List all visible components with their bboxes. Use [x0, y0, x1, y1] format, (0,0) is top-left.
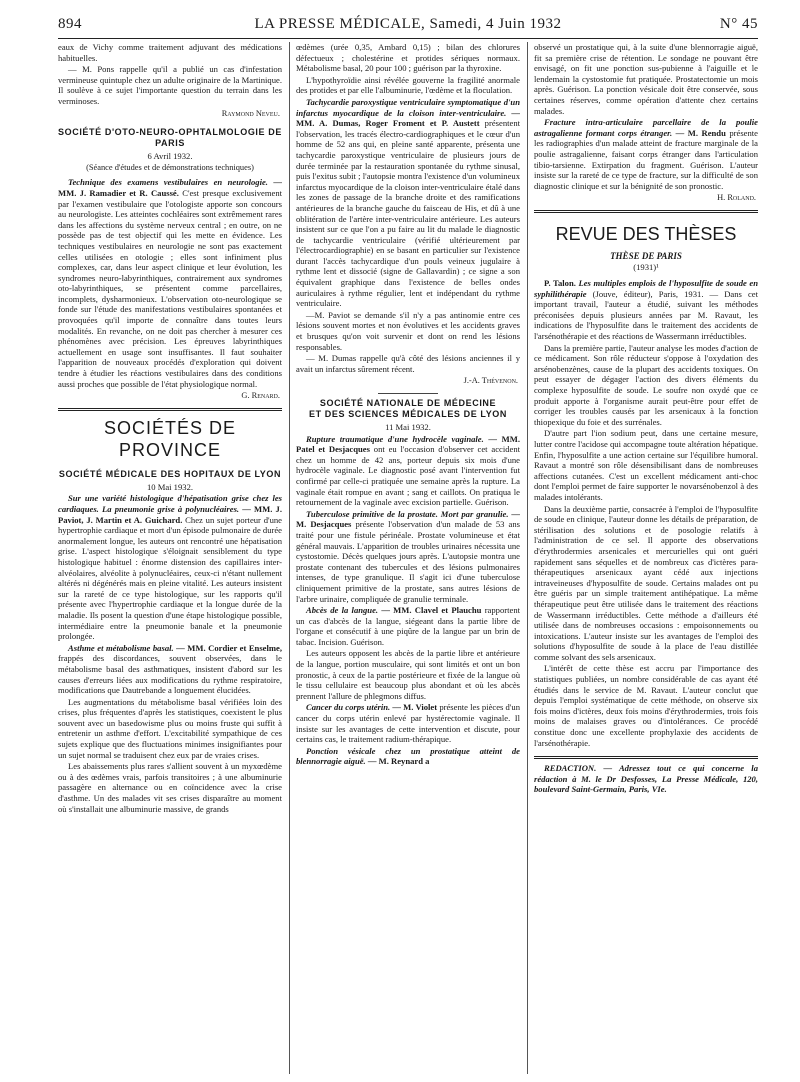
page-header	[58, 14, 758, 39]
article-authors: — M. Rendu	[672, 127, 726, 138]
paragraph: L'intérêt de cette thèse est accru par l'importance des statistiques publiées, un nombre considérable de cas ayant été étudiés dans le service de M. Ravaut. L'auteur conclut que depuis l'emploi systématique de cette méthode, on observe six fois moins d'ictères, deux fois moins d'érythrodermies, trois fois moins de malaises graves ou d'intolérances. Ce procédé constitue donc une excellente prophylaxie des accidents de l'arsénothérapie.	[534, 663, 758, 748]
article-authors: — M. Desjacques	[296, 508, 520, 530]
paragraph: eaux de Vichy comme traitement adjuvant des médications habituelles.	[58, 42, 282, 63]
paragraph: Dans la première partie, l'auteur analyse les modes d'action de ce médicament. Son rôle réducteur s'oppose à l'oxydation des arsénobenzènes, cause de la plupart des accidents toxiques. On peut essayer de dégager l'action des divers éléments du complexe hyposulfite de soude. Le soufre non oxydé que ce produit apporte à l'organisme aurait peut-être pour effet de corriger les troubles causés par les arsenicaux à la fonction thiopexique du foie et des surrénales.	[534, 342, 758, 427]
article	[296, 509, 520, 604]
divider	[378, 393, 438, 394]
paragraph: — M. Pons rappelle qu'il a publié un cas d'infestation vermineuse quintuple chez un adulte originaire de la Martinique. Il soulève à ce sujet l'importante question du terrain dans les verminoses.	[58, 64, 282, 106]
article-text: présente l'observation d'un malade de 53 ans traité pour une fistule périnéale. Prostate volumineuse et état général mauvais. L'apparition de troubles urinaires nécessita une cystostomie. Décès quelques jours après. L'autopsie montra une prostate contenant des tubercules et des lésions pulmonaires intenses, de type granulique. Il s'agit ici d'une tuberculose cliniquement primitive de la prostate, sans autres lésions de l'arbre urinaire, compliquée de granulie terminale.	[296, 519, 520, 604]
section-heading: REVUE DES THÈSES	[534, 210, 758, 245]
article-text: (Jouve, éditeur), Paris, 1931. — Dans cet important travail, l'auteur a étudié, suivant les méthodes préconisées depuis plusieurs années par M. Ravaut, les indications de l'hyposulfite dans le traitement des accidents de l'arsénothérapie et des réactions de Wassermann irréductibles.	[534, 288, 758, 342]
article-authors: — MM. Clavel et Plauchu	[378, 605, 482, 616]
article-authors: — MM. J. Ramadier et R. Caussé.	[58, 177, 282, 198]
session-date: 10 Mai 1932.	[146, 481, 194, 492]
article-title: Tuberculose primitive de la prostate. Mort par granulie.	[306, 508, 509, 519]
article-authors: — MM. J. Paviot, J. Martin et A. Guichard.	[58, 504, 282, 525]
article-title: Rupture traumatique d'une hydrocèle vaginale.	[306, 433, 484, 444]
signature: G. Renard.	[241, 391, 280, 401]
article	[58, 643, 282, 696]
page-number: 894	[58, 16, 82, 32]
signature: H. Roland.	[717, 193, 756, 203]
article-text: Chez un sujet porteur d'une hypertrophie cardiaque et mort d'un épisode pulmonaire de durée anormalement longue, les auteurs ont rencontré une hépatisation grise. L'aspect histologique s'éloignait sensiblement du type histologique habituel : énorme distension des capillaires inter-alvéolaires, alvéolite à polynucléaires, ceux-ci n'étant nullement altérés ni dégénérés mais en pleine vitalité. Les auteurs insistent sur la rareté de ce type histologique, sur les rapports qu'il présente avec l'hypertrophie cardiaque et la longue durée de la maladie. Ils posent la question d'une étape histologique possible, intermédiaire entre la pneumonie banale et la pneumonie prolongée.	[58, 514, 282, 642]
article-text: présentent l'observation, les tracés électro-cardiographiques et le cœur d'un homme de 52 ans qui, en pleine santé apparente, présenta une tachycardie paroxystique ventriculaire de plusieurs jours de durée terminée par la restauration spontanée du rythme sinusal, puis l'exitus subit ; l'autopsie montra l'existence d'un volumineux infarctus myocardique de la cloison inter-ventriculaire étalé dans les zones de passage de la branche droite et des ramifications antérieures de la branche gauche du faisceau de His, et dû à une oblitération de l'artère inter-ventriculaire antérieure. Les auteurs insistent sur ce que l'on a pu faire au lit du malade le diagnostic de tachycardie ventriculaire (vérifié ultérieurement par l'électrocardiographie) en se basant en particulier sur l'existence durant l'accès tachycardique d'un pouls veineux jugulaire à rythme lent et dissocié (signe de Gallavardin) ; ce signe a son équivalent graphique dans l'existence de belles ondes auriculaires à rythme régulier, lent et indépendant du rythme ventriculaire.	[296, 118, 520, 309]
article	[296, 97, 520, 309]
session-date: 6 Avril 1932.	[147, 151, 193, 162]
article	[296, 434, 520, 508]
redaction-label: REDACTION.	[544, 763, 597, 774]
society-heading-line: SOCIÉTÉ NATIONALE DE MÉDECINE	[319, 398, 497, 408]
article-title: Technique des examens vestibulaires en neurologie.	[68, 177, 268, 188]
redaction-notice	[534, 756, 758, 795]
thesis-year: (1931)¹	[633, 261, 659, 272]
article-text: ont eu l'occasion d'observer cet accident chez un homme de 42 ans, porteur depuis six mois d'une hydrocèle vaginale. Le diagnostic posé avant l'intervention fut confirmé par celle-ci pratiquée une semaine après la rupture. La vaginale était rompue en avant ; sang et caillots. On pratiqua le retournement de la vaginale avec excision partielle. Guérison.	[296, 444, 520, 508]
signature: Raymond Neveu.	[221, 108, 280, 118]
paragraph: Dans la deuxième partie, consacrée à l'emploi de l'hyposulfite de soude en clinique, l'auteur donne les détails de préparation, de stérilisation des solutions et de posologie relatifs à l'administration de ce sel. Il apporte des observations d'érythrodermies arsenicales et mercurielles qui ont guéri rapidement sans séquelles et de nombreux cas d'ictères para-thérapeutiques arsenicaux ayant cédé aux injections intraveineuses d'hyposulfite de soude. Certains malades ont pu être guéris par un simple traitement antihépatique. La même thérapeutique peut être utilisée dans le traitement des réactions de Wassermann irréductibles. Cette méthode a d'ailleurs été utilisée dans de nombreuses occasions : empoisonnements ou intoxications. L'auteur insiste sur les avantages de l'emploi des solutions d'hyposulfite de soude à la place de l'eau distillée comme solvant des sels arsenicaux.	[534, 503, 758, 662]
thesis-heading: THÈSE DE PARIS	[610, 250, 682, 261]
article	[296, 605, 520, 647]
article-text: C'est presque exclusivement par l'examen vestibulaire que l'otologiste apporte son concours au neurologiste. Les atteintes cochléaires sont extrêmement rares dans les affections du système nerveux central ; en outre, on ne possède pas de test objectif qui les mette en évidence. Les techniques vestibulaires en neurologie ne sont pas exactement celles utilisées en otologie ; elles sont infiniment plus complexes, car, dans leur aspect clinique et leur évolution, les syndromes neuro-labyrinthiques, contrairement aux syndromes oto-labyrinthiques, se présentent comme parcellaires, incomplets, dysharmonieux. L'observation oto-neurologique se fonde sur l'étude des manifestations vestibulaires spontanées et provoquées qu'il importe de connaître dans toutes leurs modalités. En revanche, on ne doit pas chercher à mesurer ces phénomènes avec précision. Les épreuves labyrinthiques actuellement en usage sont insuffisantes. Il faut souhaiter l'apparition de nouveaux procédés d'exploration qui doivent tendre à étudier les réactions vestibulaires dans des conditions aussi proches que possible de l'état physiologique normal.	[58, 187, 282, 389]
column-divider	[527, 42, 528, 1074]
session-type: (Séance d'études et de démonstrations techniques)	[86, 162, 254, 172]
paragraph: Les augmentations du métabolisme basal vérifiées loin des crises, plus fréquentes d'après les statistiques, coexistent le plus souvent avec un basedowisme plus ou moins fruste qui suffit à entretenir un asthme d'effort. L'excitabilité sympathique de ces sujets explique que des fluctuations minimes insignifiantes pour un sujet normal se traduisent chez eux par de vraies crises.	[58, 696, 282, 760]
paragraph: — M. Dumas rappelle qu'à côté des lésions anciennes il y avait un infarctus sûrement récent.	[296, 353, 520, 374]
article-authors: — MM. Patel et Desjacques	[296, 433, 520, 455]
article-title: Asthme et métabolisme basal.	[68, 642, 174, 653]
session-date: 11 Mai 1932.	[385, 422, 431, 432]
article-text: rapportent un cas d'abcès de la langue, siégeant dans la partie libre de l'organe et consécutif à une piqûre de la langue par un brin de tabac. Incision. Guérison.	[296, 605, 520, 647]
society-heading: SOCIÉTÉ MÉDICALE DES HOPITAUX DE LYON	[58, 468, 282, 479]
paragraph: Les auteurs opposent les abcès de la partie libre et antérieure de la langue, portion musculaire, qui sont limités et ont un bon pronostic, à ceux de la partie postérieure et fixée de la langue où le tissu cellulaire est beaucoup plus abondant et où les abcès prennent l'allure de phlegmons diffus.	[296, 648, 520, 701]
article-authors: — MM. Cordier et Enselme,	[173, 642, 282, 653]
article	[58, 493, 282, 641]
issue-number: N° 45	[719, 16, 758, 32]
society-heading: SOCIÉTÉ D'OTO-NEURO-OPHTALMOLOGIE DE PARIS	[58, 127, 282, 149]
article-text: frappés des discordances, souvent observées, dans le métabolisme basal des asthmatiques, insistent d'abord sur les causes d'erreurs liées aux modifications du rythme respiratoire, modifications que Dautrebande a longuement élucidées.	[58, 653, 282, 696]
journal-title: LA PRESSE MÉDICALE, Samedi, 4 Juin 1932	[254, 16, 562, 32]
article-title: Cancer du corps utérin.	[306, 702, 391, 713]
article-title: Sur une variété histologique d'hépatisation grise chez les cardiaques. La pneumonie grise à polynucléaires.	[58, 493, 282, 514]
article	[534, 117, 758, 191]
article-title: Les multiples emplois de l'hyposulfite de soude en syphilithérapie	[534, 278, 758, 299]
article	[296, 746, 520, 767]
article	[534, 278, 758, 342]
article-text: présente les radiographies d'un malade atteint de fracture marginale de la poulie astragalienne, faisant corps étranger dans l'articulation tibio-tarsienne. Extirpation du fragment. Guérison. L'auteur insiste sur la rareté de ce type de fracture, sur la difficulté de son diagnostic clinique et sur la bénignité de son pronostic.	[534, 127, 758, 191]
article-title: Fracture intra-articulaire parcellaire de la poulie astragalienne formant corps étranger.	[534, 117, 758, 138]
column-3	[534, 42, 758, 1074]
article	[296, 702, 520, 744]
society-heading-line: ET DES SCIENCES MÉDICALES DE LYON	[309, 409, 507, 419]
section-heading: SOCIÉTÉS DE PROVINCE	[58, 408, 282, 461]
column-divider	[289, 42, 290, 1074]
article-text: présente les pièces d'un cancer du corps utérin enlevé par hystérectomie vaginale. Il insiste sur les avantages de cette intervention et discute, pour certains cas, le traitement radium-thérapique.	[296, 702, 520, 745]
article-title: Ponction vésicale chez un prostatique atteint de blennorragie aiguë.	[296, 745, 520, 767]
paragraph: Les abaissements plus rares s'allient souvent à un myxœdème ou à des œdèmes vrais, parfois transitoires ; à une albuminurie passagère en alternance ou en coïncidence avec la crise d'asthme. Un des malades vit ses crises disparaître au moment où s'installait une albuminurie massive, de grands	[58, 761, 282, 814]
society-heading	[296, 398, 520, 420]
signature: J.-A. Thévenon.	[463, 376, 518, 386]
article-authors: — M. Violet	[390, 702, 438, 713]
redaction-text: — Adressez tout ce qui concerne la rédaction à M. le Dr Desfosses, La Presse Médicale, 120, boulevard Saint-Germain, Paris, VIe.	[534, 763, 758, 795]
article-authors: — MM. A. Dumas, Roger Froment et P. Austett	[296, 107, 520, 129]
paragraph: observé un prostatique qui, à la suite d'une blennorragie aiguë, fit sa première crise de rétention. Le sondage ne pouvant être envisagé, on fit une ponction sus-pubienne à l'aiguille et le lendemain la cystostomie fut pratiquée. Prostatectomie un mois après. Guérison. La ponction vésicale doit être conservée, sous certaines réserves, comme opération d'attente chez certains malades.	[534, 42, 758, 116]
column-1	[58, 42, 282, 1074]
column-2	[296, 42, 520, 1074]
article	[58, 177, 282, 389]
article-authors: — M. Reynard a	[365, 756, 430, 767]
article-authors: P. Talon.	[544, 278, 576, 289]
paragraph: œdèmes (urée 0,35, Ambard 0,15) ; bilan des chlorures défectueux ; cholestérine et protides sériques normaux. Métabolisme basal, 20 pour 100 ; guérison par la thyroxine.	[296, 42, 520, 74]
paragraph: —M. Paviot se demande s'il n'y a pas antinomie entre ces lésions souvent mortes et non évolutives et les accidents graves et brusques qu'on voit survenir et dont on rend les lésions responsables.	[296, 309, 520, 352]
article-title: Abcès de la langue.	[306, 605, 379, 616]
paragraph: D'autre part l'ion sodium peut, dans une certaine mesure, lutter contre l'acidose qui accompagne toute altération hépatique. Enfin, l'hyposulfite a une action certaine sur l'équilibre humoral. Ravaut a montré son rôle désensibilisant dans de nombreuses affections cutanées. C'est un excellent médicament anti-choc dont l'emploi permet de faire supporter le novarsénobenzol à des malades intolérants.	[534, 428, 758, 502]
newspaper-page	[58, 14, 758, 1074]
paragraph: L'hypothyroïdie ainsi révélée gouverne la fragilité anormale des protides et par elle l'albuminurie, l'œdème et la floculation.	[296, 74, 520, 96]
columns	[58, 42, 758, 1074]
article-title: Tachycardie paroxystique ventriculaire symptomatique d'un infarctus myocardique de la cloison inter-ventriculaire.	[296, 96, 520, 118]
